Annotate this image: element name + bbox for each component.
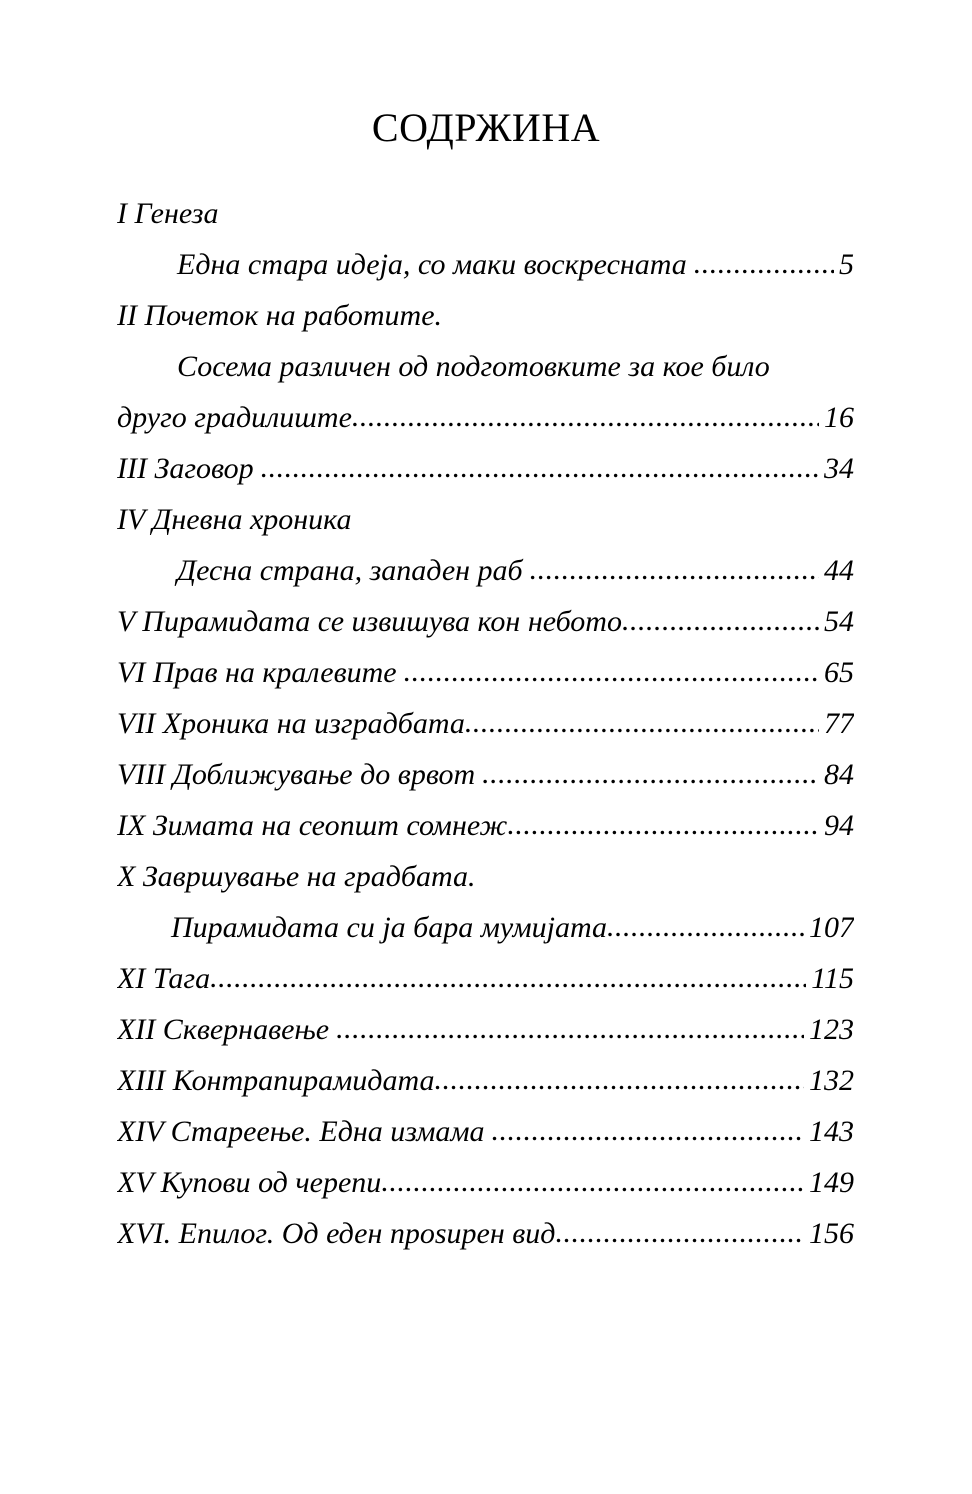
toc-page-number: 107 <box>809 911 854 944</box>
toc-entry[interactable] <box>117 1004 854 1055</box>
toc-entry[interactable] <box>117 1157 854 1208</box>
toc-entry[interactable] <box>117 392 854 443</box>
toc-entry[interactable] <box>117 494 854 545</box>
toc-entry-label: IX Зимата на сеопшт сомнеж <box>117 809 508 842</box>
toc-entry-label: VI Прав на кралевите <box>117 656 397 689</box>
toc-entry[interactable] <box>117 341 854 392</box>
toc-entry-label: VII Хроника на изградбата <box>117 707 465 740</box>
toc-dot-leader <box>210 953 806 1003</box>
toc-entry[interactable] <box>117 545 854 596</box>
page-title: СОДРЖИНА <box>371 105 601 150</box>
toc-entry[interactable] <box>117 239 854 290</box>
toc-entry-label: Една стара идеја, со маки воскресната <box>177 248 687 281</box>
toc-dot-leader <box>492 1106 805 1156</box>
toc-entry-label: VIII Доближување до врвот <box>117 758 476 791</box>
toc-dot-leader <box>607 902 804 952</box>
toc-page-number: 149 <box>809 1166 854 1199</box>
toc-dot-leader <box>694 239 834 289</box>
toc-dot-leader <box>622 596 819 646</box>
toc-page-number: 115 <box>811 962 854 995</box>
toc-list <box>117 188 854 1259</box>
toc-dot-leader <box>261 443 819 493</box>
toc-dot-leader <box>336 1004 804 1054</box>
toc-entry[interactable] <box>117 647 854 698</box>
toc-entry-label: III Заговор <box>117 452 254 485</box>
toc-dot-leader <box>555 1208 804 1258</box>
toc-dot-leader <box>530 545 819 595</box>
toc-entry[interactable] <box>117 902 854 953</box>
toc-entry-label: I Генеза <box>117 197 219 230</box>
toc-page-number: 44 <box>824 554 854 587</box>
toc-entry-label: Сосема различен од подготовките за кое било <box>177 350 770 383</box>
toc-entry-label: друго градилиште <box>117 401 352 434</box>
toc-dot-leader <box>482 749 819 799</box>
toc-entry-label: Пирамидата си ја бара мумијата <box>171 911 607 944</box>
toc-entry-label: XV Купови од черепи <box>117 1166 382 1199</box>
toc-entry[interactable] <box>117 596 854 647</box>
toc-page-number: 156 <box>809 1217 854 1250</box>
toc-page-number: 143 <box>809 1115 854 1148</box>
toc-entry-label: XIV Стареење. Една измама <box>117 1115 485 1148</box>
toc-page-number: 65 <box>824 656 854 689</box>
toc-page-number: 34 <box>824 452 854 485</box>
toc-page-number: 5 <box>839 248 854 281</box>
toc-entry[interactable] <box>117 1055 854 1106</box>
toc-dot-leader <box>434 1055 804 1105</box>
toc-page-number: 84 <box>824 758 854 791</box>
toc-page-number: 132 <box>809 1064 854 1097</box>
toc-entry[interactable] <box>117 188 854 239</box>
toc-entry[interactable] <box>117 953 854 1004</box>
toc-dot-leader <box>352 392 819 442</box>
toc-entry-label: Десна страна, западен раб <box>177 554 523 587</box>
toc-entry[interactable] <box>117 749 854 800</box>
toc-entry-label: V Пирамидата се извишува кон небото <box>117 605 622 638</box>
toc-entry-label: IV Дневна хроника <box>117 503 352 536</box>
toc-dot-leader <box>381 1157 804 1207</box>
toc-entry[interactable] <box>117 800 854 851</box>
toc-entry[interactable] <box>117 443 854 494</box>
toc-entry[interactable] <box>117 290 854 341</box>
toc-entry[interactable] <box>117 1208 854 1259</box>
toc-page-number: 54 <box>824 605 854 638</box>
toc-entry[interactable] <box>117 698 854 749</box>
toc-entry[interactable] <box>117 851 854 902</box>
toc-page-number: 16 <box>824 401 854 434</box>
toc-entry-label: XIII Контрапирамидата <box>117 1064 435 1097</box>
toc-entry[interactable] <box>117 1106 854 1157</box>
toc-entry-label: XI Тага <box>117 962 211 995</box>
toc-page-number: 94 <box>824 809 854 842</box>
toc-entry-label: II Почеток на работите. <box>117 299 443 332</box>
toc-dot-leader <box>404 647 819 697</box>
toc-entry-label: XII Сквернавење <box>117 1013 330 1046</box>
toc-dot-leader <box>465 698 819 748</box>
toc-dot-leader <box>507 800 819 850</box>
toc-page-number: 77 <box>824 707 854 740</box>
toc-entry-label: XVI. Епилог. Од еден проѕирен вид <box>117 1217 556 1250</box>
toc-entry-label: X Завршување на градбата. <box>117 860 476 893</box>
toc-page-number: 123 <box>809 1013 854 1046</box>
